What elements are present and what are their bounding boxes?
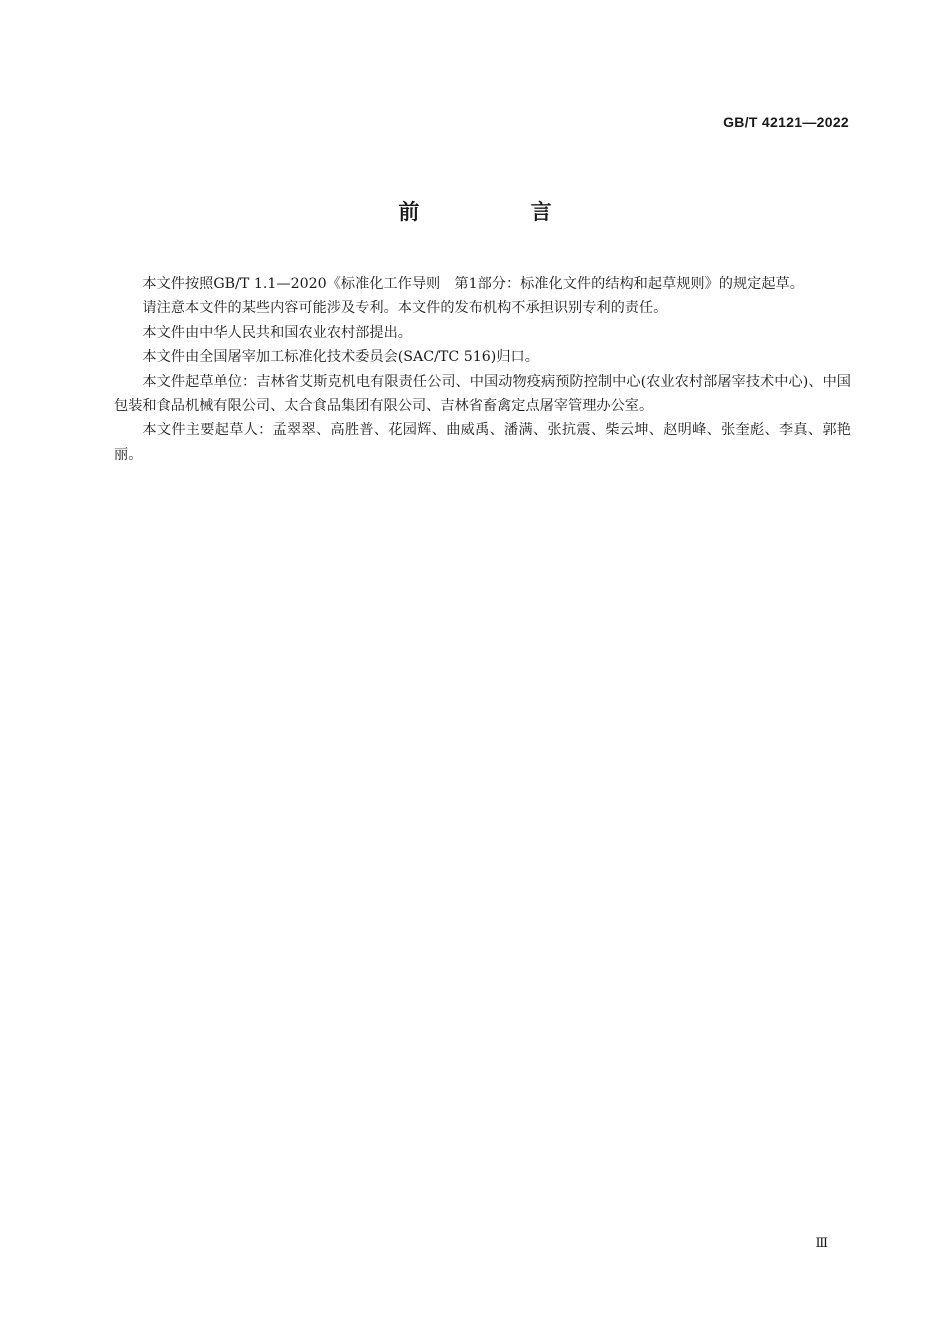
page-title: 前 言 [398, 200, 604, 224]
paragraph-drafting-rules: 本文件按照GB/T 1.1—2020《标准化工作导则 第1部分：标准化文件的结构和起草规则》的规定起草。 [142, 276, 804, 292]
paragraph-proposer: 本文件由中华人民共和国农业农村部提出。 [142, 324, 412, 341]
foreword-body [114, 272, 851, 467]
page-number: Ⅲ [815, 1236, 828, 1251]
standard-code: GB/T 42121—2022 [723, 114, 849, 130]
paragraph-drafting-units: 本文件起草单位：吉林省艾斯克机电有限责任公司、中国动物疫病预防控制中心(农业农村部屠宰技术中心)、中国包装和食品机械有限公司、太合食品集团有限公司、吉林省畜禽定点屠宰管理办公室。 [114, 373, 851, 415]
paragraph-drafters: 本文件主要起草人：孟翠翠、高胜普、花园辉、曲威禹、潘满、张抗震、柴云坤、赵明峰、张奎彪、李真、郭艳丽。 [114, 422, 851, 463]
paragraph-patent-notice: 请注意本文件的某些内容可能涉及专利。本文件的发布机构不承担识别专利的责任。 [142, 300, 668, 317]
paragraph-committee: 本文件由全国屠宰加工标准化技术委员会(SAC/TC 516)归口。 [142, 349, 539, 366]
